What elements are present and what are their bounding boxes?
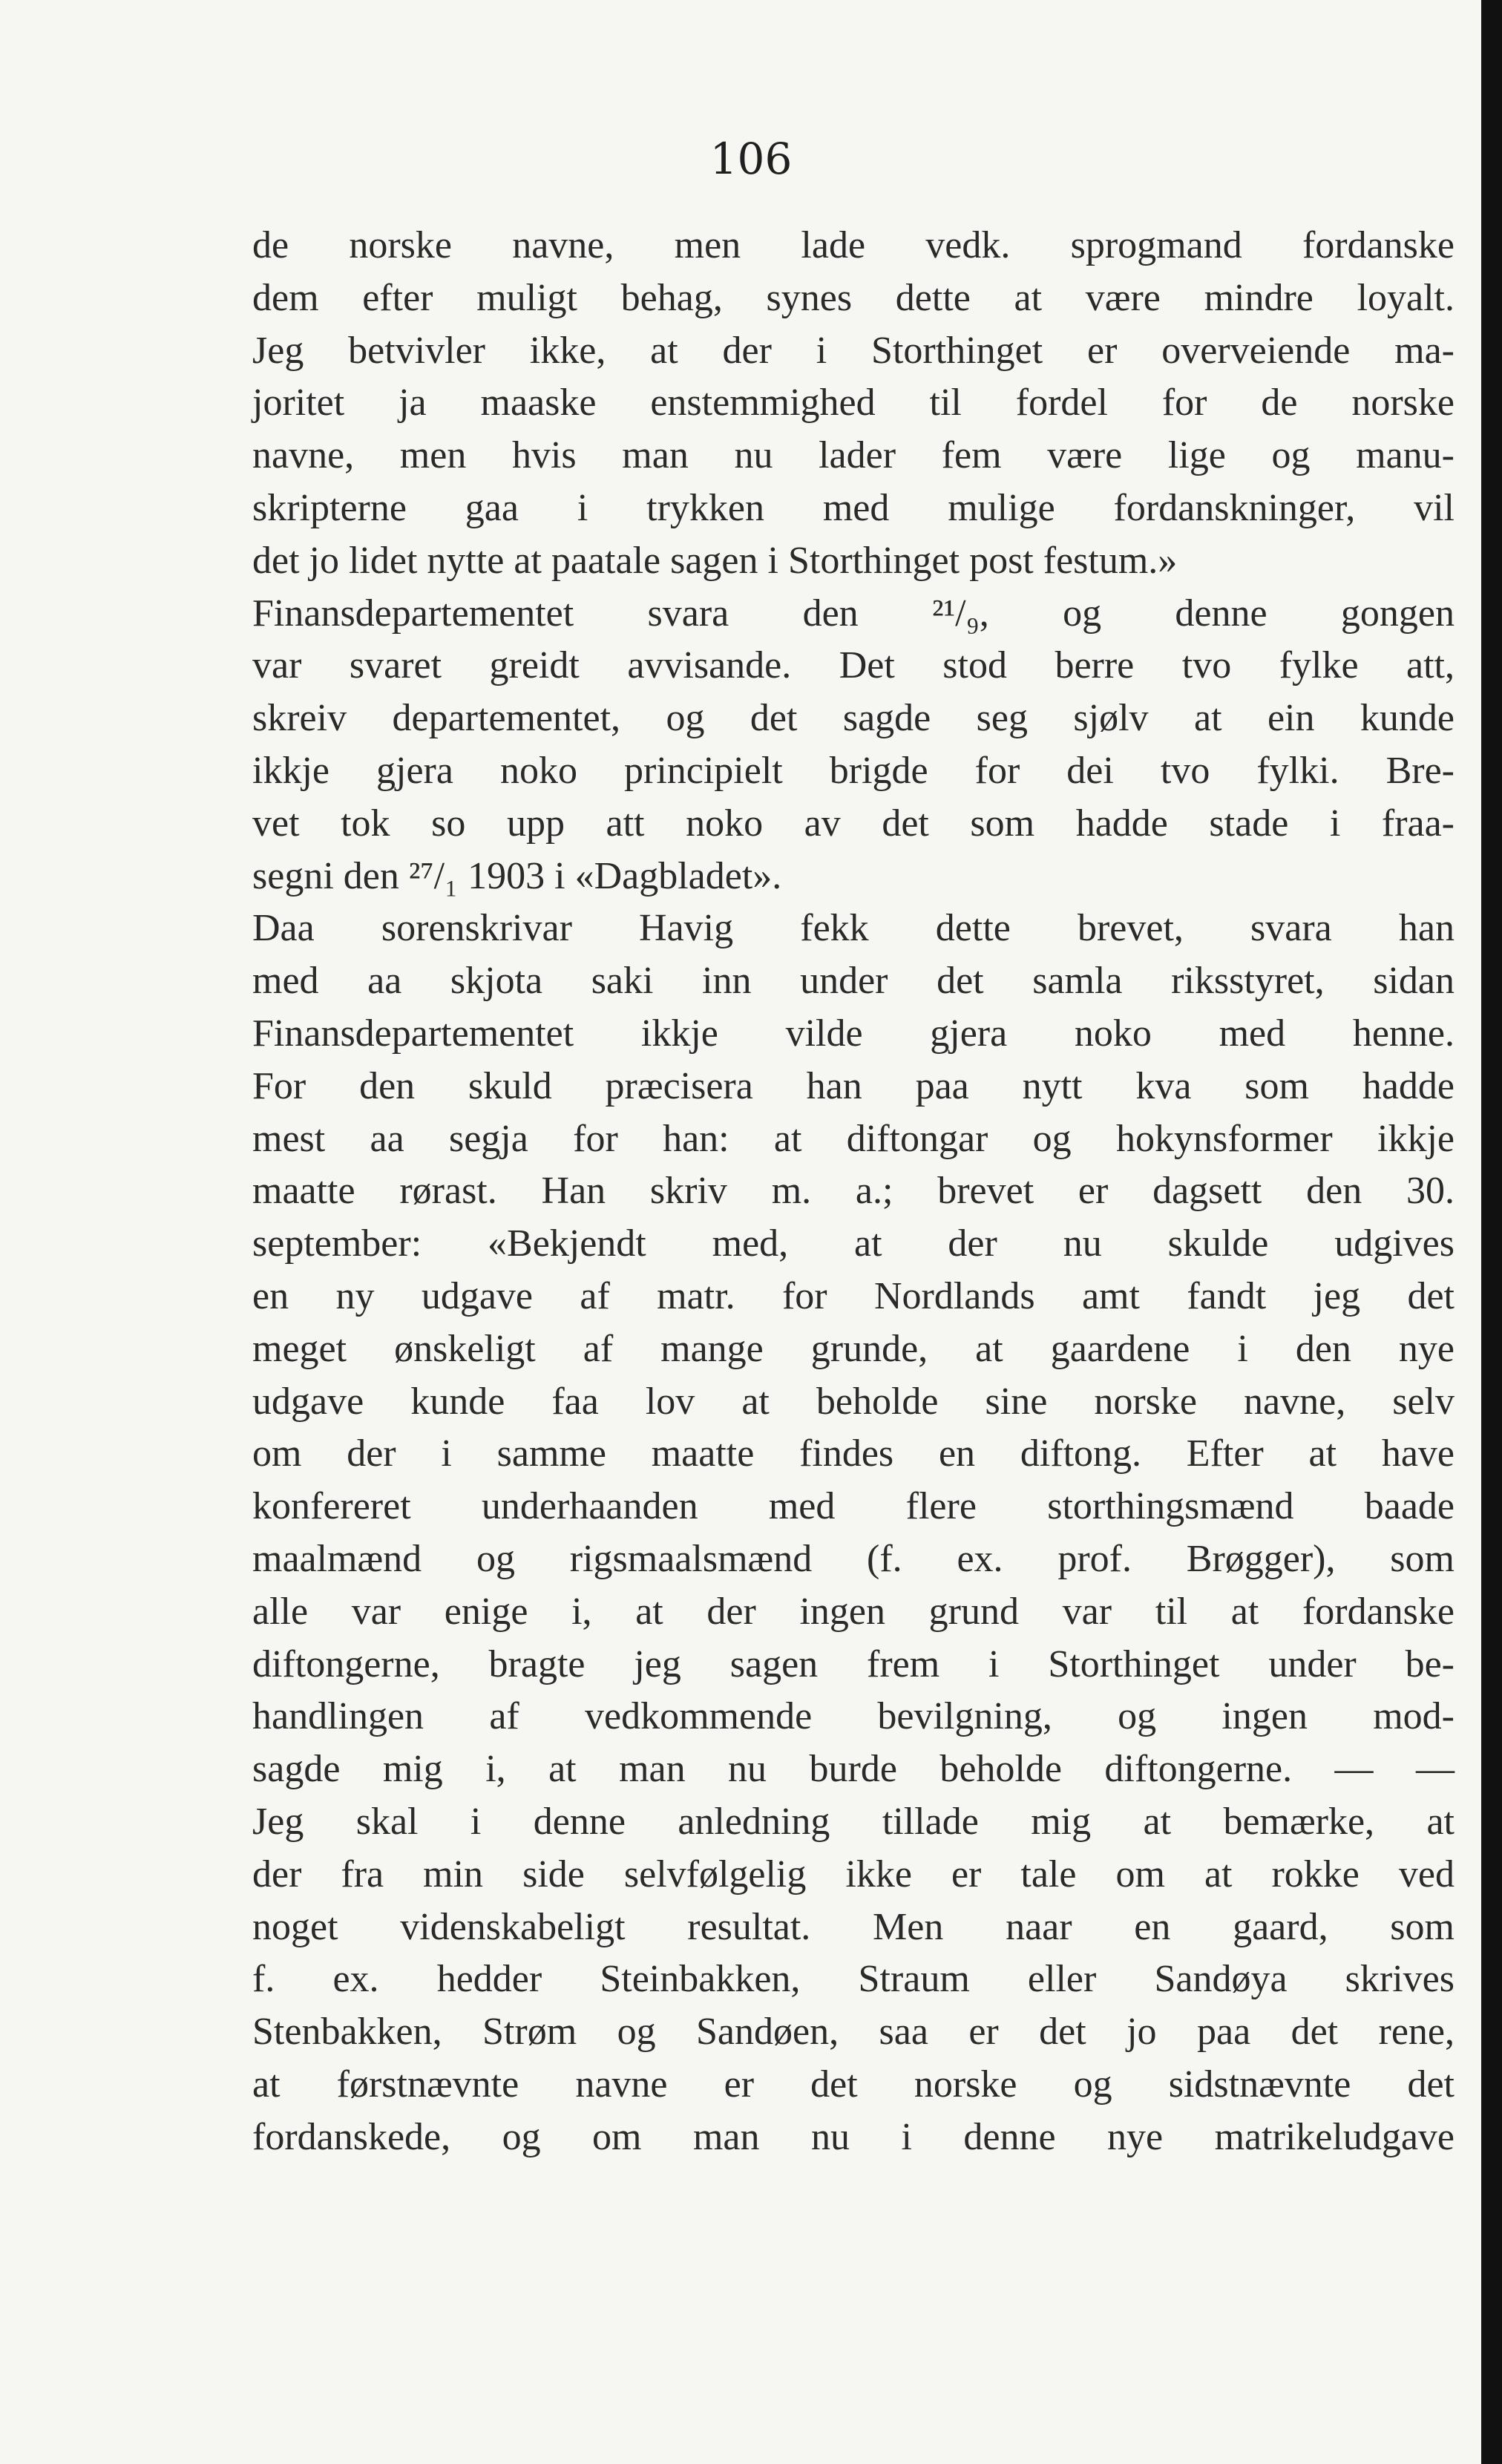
text-line: joritet ja maaske enstemmighed til fordel for de norske bbox=[252, 381, 1455, 425]
text-line: fordanskede, og om man nu i denne nye matrikeludgave bbox=[252, 2115, 1455, 2158]
text-line: udgave kunde faa lov at beholde sine norske navne, selv bbox=[252, 1380, 1455, 1423]
text-line: Jeg skal i denne anledning tillade mig at bemærke, at bbox=[252, 1800, 1455, 1843]
text-line: vet tok so upp att noko av det som hadde stade i fraa- bbox=[252, 802, 1455, 845]
text-line: noget videnskabeligt resultat. Men naar en gaard, som bbox=[252, 1905, 1455, 1948]
text-line: sagde mig i, at man nu burde beholde diftongerne. — — bbox=[252, 1748, 1455, 1791]
text-line: diftongerne, bragte jeg sagen frem i Storthinget under be- bbox=[252, 1642, 1455, 1685]
text-line: alle var enige i, at der ingen grund var til at fordanske bbox=[252, 1590, 1455, 1633]
text-line: segni den ²⁷/₁ 1903 i «Dagbladet». bbox=[252, 854, 782, 897]
text-line: Daa sorenskrivar Havig fekk dette brevet, svara han bbox=[252, 907, 1455, 950]
body-text bbox=[252, 220, 1455, 2163]
text-line: konfereret underhaanden med flere storthingsmænd baade bbox=[252, 1485, 1455, 1528]
text-line: en ny udgave af matr. for Nordlands amt fandt jeg det bbox=[252, 1274, 1455, 1317]
text-line: det jo lidet nytte at paatale sagen i Storthinget post festum.» bbox=[252, 539, 1178, 582]
text-line: Finansdepartementet ikkje vilde gjera noko med henne. bbox=[252, 1012, 1455, 1055]
text-line: var svaret greidt avvisande. Det stod berre tvo fylke att, bbox=[252, 644, 1455, 687]
text-line: de norske navne, men lade vedk. sprogmand fordanske bbox=[252, 224, 1455, 266]
text-line: september: «Bekjendt med, at der nu skulde udgives bbox=[252, 1222, 1455, 1265]
text-line: der fra min side selvfølgelig ikke er tale om at rokke ved bbox=[252, 1852, 1455, 1895]
text-line: Finansdepartementet svara den ²¹/₉, og denne gongen bbox=[252, 592, 1455, 635]
text-line: med aa skjota saki inn under det samla riksstyret, sidan bbox=[252, 960, 1455, 1003]
text-line: meget ønskeligt af mange grunde, at gaardene i den nye bbox=[252, 1327, 1455, 1370]
text-line: maatte rørast. Han skriv m. a.; brevet er dagsett den 30. bbox=[252, 1170, 1455, 1213]
scan-edge bbox=[1481, 0, 1502, 2464]
text-line: skripterne gaa i trykken med mulige fordanskninger, vil bbox=[252, 486, 1455, 529]
text-line: Stenbakken, Strøm og Sandøen, saa er det jo paa det rene, bbox=[252, 2011, 1455, 2054]
text-line: at førstnævnte navne er det norske og sidstnævnte det bbox=[252, 2062, 1455, 2106]
text-line: f. ex. hedder Steinbakken, Straum eller Sandøya skrives bbox=[252, 1958, 1455, 2001]
text-line: Jeg betvivler ikke, at der i Storthinget er overveiende ma- bbox=[252, 329, 1455, 372]
text-line: ikkje gjera noko principielt brigde for dei tvo fylki. Bre- bbox=[252, 749, 1455, 792]
text-line: dem efter muligt behag, synes dette at være mindre loyalt. bbox=[252, 276, 1455, 319]
text-line: skreiv departementet, og det sagde seg sjølv at ein kunde bbox=[252, 697, 1455, 740]
page-number: 106 bbox=[709, 134, 793, 184]
text-line: navne, men hvis man nu lader fem være lige og manu- bbox=[252, 434, 1455, 477]
text-line: maalmænd og rigsmaalsmænd (f. ex. prof. Brøgger), som bbox=[252, 1537, 1455, 1580]
text-line: handlingen af vedkommende bevilgning, og ingen mod- bbox=[252, 1695, 1455, 1738]
text-line: mest aa segja for han: at diftongar og hokynsformer ikkje bbox=[252, 1117, 1455, 1160]
text-line: om der i samme maatte findes en diftong. Efter at have bbox=[252, 1432, 1455, 1475]
text-line: For den skuld præcisera han paa nytt kva som hadde bbox=[252, 1064, 1455, 1107]
